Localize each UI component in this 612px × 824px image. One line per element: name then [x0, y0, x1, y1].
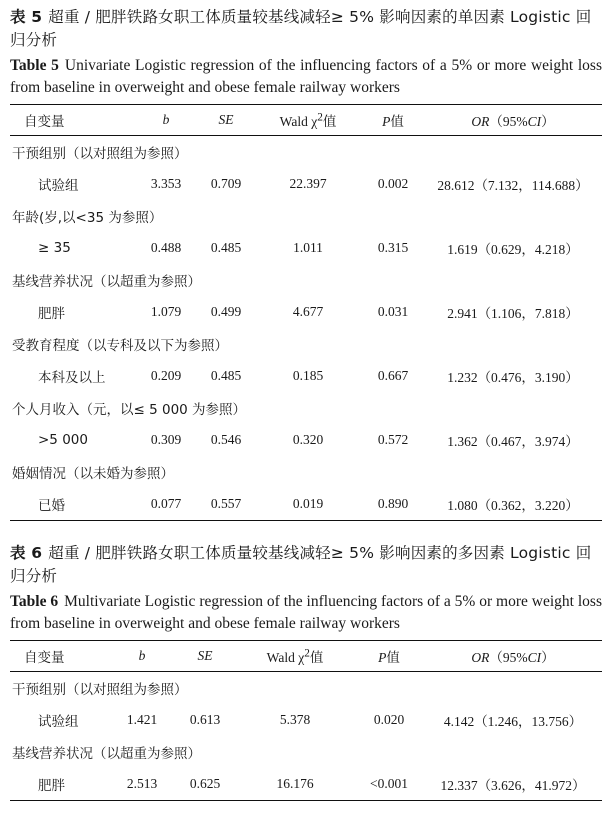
col-header-b: b	[138, 648, 146, 663]
cell-b: 1.421	[126, 711, 158, 727]
cell-se: 0.485	[210, 239, 242, 255]
or-text: OR	[471, 114, 490, 129]
cell-se: 0.546	[210, 431, 242, 447]
cell-se: 0.499	[210, 303, 242, 319]
cell-p: 0.315	[377, 239, 409, 255]
wald-sup: 2	[317, 111, 323, 124]
or-close: ）	[541, 114, 555, 129]
group-label: 受教育程度（以专科及以下为参照）	[12, 337, 228, 354]
table-row	[10, 295, 602, 328]
group-label: 基线营养状况（以超重为参照）	[12, 745, 201, 762]
wald-text: Wald χ	[266, 650, 305, 665]
group-label: 干预组别（以对照组为参照）	[12, 145, 188, 162]
table6	[10, 640, 602, 801]
table6-block	[10, 542, 602, 801]
cell-p: 0.031	[377, 303, 409, 319]
table6-cn-caption	[10, 542, 602, 588]
or-open: （95%	[489, 114, 528, 129]
cell-se: 0.557	[210, 495, 242, 511]
cell-or: 28.612（7.132，114.688）	[437, 177, 589, 193]
table-row-group	[10, 200, 602, 231]
table-row	[10, 231, 602, 264]
table5-cn-title: 超重 / 肥胖铁路女职工体质量较基线减轻≥ 5% 影响因素的单因素 Logistic 回归分析	[10, 8, 592, 49]
wald-suffix: 值	[309, 650, 324, 666]
p-text: P	[378, 650, 387, 665]
cell-wald: 0.320	[292, 431, 324, 447]
cell-b: 1.079	[150, 303, 182, 319]
group-label: 年龄(岁,以<35 为参照）	[12, 209, 163, 226]
cell-wald: 16.176	[276, 775, 314, 791]
ci-text: CI	[527, 650, 542, 665]
p-text: P	[382, 114, 391, 129]
cell-or: 1.362（0.467，3.974）	[447, 433, 579, 449]
cell-wald: 0.019	[292, 495, 324, 511]
cell-b: 0.309	[150, 431, 182, 447]
cell-or: 1.080（0.362，3.220）	[447, 497, 579, 513]
table-row	[10, 487, 602, 521]
table-row	[10, 767, 602, 801]
cell-variable: >5 000	[38, 431, 88, 448]
group-label: 干预组别（以对照组为参照）	[12, 681, 188, 698]
table5-cn-label: 表 5	[10, 8, 43, 26]
col-header-se: SE	[218, 112, 234, 127]
col-header-b: b	[162, 112, 170, 127]
cell-wald: 4.677	[292, 303, 324, 319]
table-row-group	[10, 672, 602, 704]
group-label: 基线营养状况（以超重为参照）	[12, 273, 201, 290]
table5-en-caption	[10, 55, 602, 99]
cell-p: 0.020	[373, 711, 405, 727]
cell-wald: 22.397	[289, 175, 327, 191]
cell-wald: 0.185	[292, 367, 324, 383]
cell-variable: 试验组	[38, 177, 79, 194]
group-label: 个人月收入（元，以≤ 5 000 为参照）	[12, 401, 247, 418]
or-close: ）	[541, 650, 555, 665]
cell-or: 2.941（1.106，7.818）	[447, 305, 579, 321]
table6-en-title: Multivariate Logistic regression of the influencing factors of a 5% or more weight loss from baseline in overweight and obese female railway workers	[10, 593, 602, 632]
cell-wald: 5.378	[279, 711, 311, 727]
cell-variable: 试验组	[38, 713, 79, 730]
cell-b: 0.209	[150, 367, 182, 383]
table5-en-title: Univariate Logistic regression of the influencing factors of a 5% or more weight loss from baseline in overweight and obese female railway workers	[10, 57, 602, 96]
table5-header-row	[10, 105, 602, 136]
table5	[10, 104, 602, 521]
cell-p: 0.890	[377, 495, 409, 511]
cell-or: 1.232（0.476，3.190）	[447, 369, 579, 385]
col-header-wald	[254, 105, 362, 136]
table6-cn-title: 超重 / 肥胖铁路女职工体质量较基线减轻≥ 5% 影响因素的多因素 Logistic 回归分析	[10, 544, 592, 585]
cell-or: 1.619（0.629，4.218）	[447, 241, 579, 257]
cell-or: 12.337（3.626，41.972）	[440, 777, 586, 793]
cell-p: 0.002	[377, 175, 409, 191]
cell-se: 0.625	[189, 775, 221, 791]
table6-header-row	[10, 641, 602, 672]
col-header-wald	[236, 641, 354, 672]
cell-se: 0.613	[189, 711, 221, 727]
table5-block	[10, 6, 602, 521]
cell-variable: 已婚	[38, 497, 65, 514]
table-row-group	[10, 456, 602, 487]
cell-or: 4.142（1.246，13.756）	[443, 713, 583, 729]
cell-variable: ≥ 35	[38, 239, 71, 256]
wald-sup: 2	[304, 647, 310, 660]
col-header-or	[424, 105, 602, 136]
cell-se: 0.485	[210, 367, 242, 383]
col-header-se: SE	[197, 648, 213, 663]
col-header-variable: 自变量	[24, 650, 65, 666]
group-label: 婚姻情况（以未婚为参照）	[12, 465, 174, 482]
table-row-group	[10, 136, 602, 168]
cell-b: 0.488	[150, 239, 182, 255]
wald-text: Wald χ	[279, 114, 318, 129]
col-header-p	[362, 105, 424, 136]
table-row	[10, 167, 602, 200]
cell-variable: 肥胖	[38, 777, 65, 794]
ci-text: CI	[527, 114, 542, 129]
cell-b: 0.077	[150, 495, 182, 511]
wald-suffix: 值	[322, 114, 337, 130]
p-suffix: 值	[386, 650, 400, 666]
p-suffix: 值	[390, 114, 404, 130]
cell-variable: 本科及以上	[38, 369, 106, 386]
table-row	[10, 359, 602, 392]
table6-en-caption	[10, 591, 602, 635]
cell-p: 0.572	[377, 431, 409, 447]
table-row-group	[10, 328, 602, 359]
cell-p: 0.667	[377, 367, 409, 383]
cell-b: 2.513	[126, 775, 158, 791]
table6-en-label: Table 6	[10, 593, 59, 610]
table5-cn-caption	[10, 6, 602, 52]
col-header-or	[424, 641, 602, 672]
cell-se: 0.709	[210, 175, 242, 191]
cell-variable: 肥胖	[38, 305, 65, 322]
col-header-variable: 自变量	[24, 114, 65, 130]
table6-cn-label: 表 6	[10, 544, 43, 562]
cell-p: <0.001	[370, 775, 408, 791]
or-text: OR	[471, 650, 490, 665]
table5-en-label: Table 5	[10, 57, 59, 74]
or-open: （95%	[489, 650, 528, 665]
table-row-group	[10, 392, 602, 423]
table-row	[10, 423, 602, 456]
col-header-p	[354, 641, 424, 672]
table-row-group	[10, 736, 602, 767]
cell-wald: 1.011	[293, 239, 323, 255]
table-row-group	[10, 264, 602, 295]
cell-b: 3.353	[150, 175, 182, 191]
table-row	[10, 703, 602, 736]
